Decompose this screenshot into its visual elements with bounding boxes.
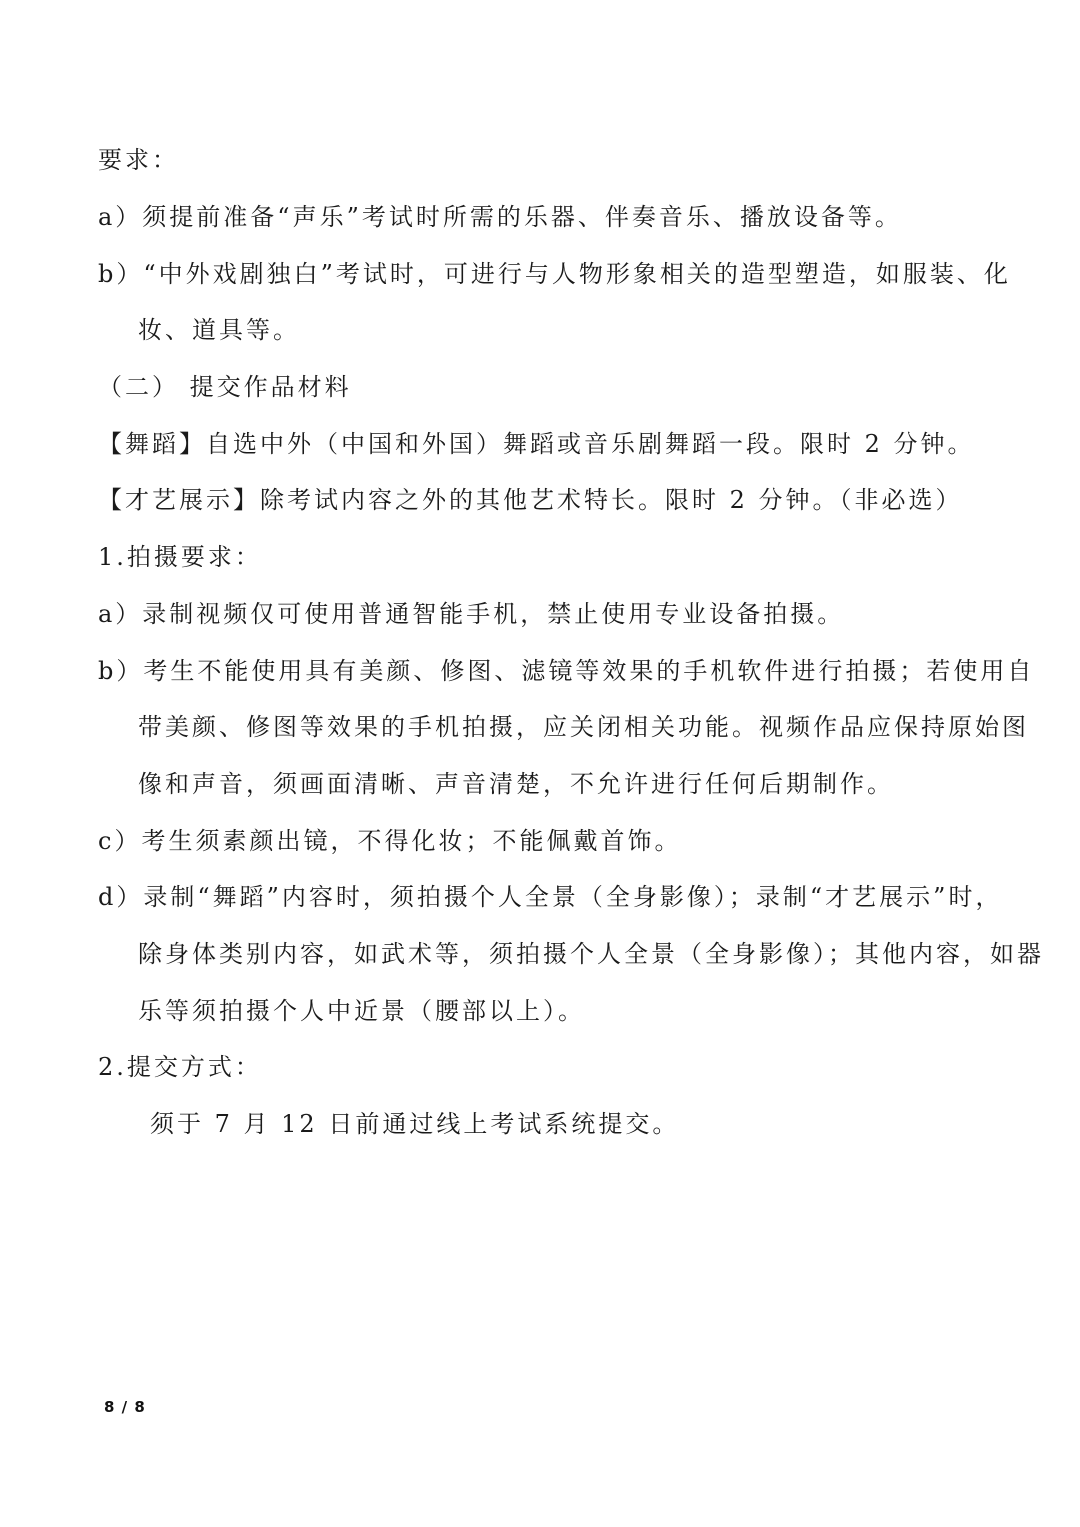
filming-item-b-continued-2: 像和声音，须画面清晰、声音清楚，不允许进行任何后期制作。 xyxy=(138,770,894,798)
filming-item-d-continued-2: 乐等须拍摄个人中近景（腰部以上）。 xyxy=(138,997,585,1025)
requirement-item-b: b）“中外戏剧独白”考试时，可进行与人物形象相关的造型塑造，如服装、化 xyxy=(98,260,1011,288)
filming-item-b-continued-1: 带美颜、修图等效果的手机拍摄，应关闭相关功能。视频作品应保持原始图 xyxy=(138,713,1029,741)
requirements-heading: 要求： xyxy=(98,146,179,174)
submission-deadline: 须于 7 月 12 日前通过线上考试系统提交。 xyxy=(150,1110,680,1138)
filming-item-c: c）考生须素颜出镜，不得化妆；不能佩戴首饰。 xyxy=(98,827,682,855)
talent-show-item: 【才艺展示】除考试内容之外的其他艺术特长。限时 2 分钟。（非必选） xyxy=(98,486,963,514)
page-number: 8 / 8 xyxy=(104,1398,146,1416)
submission-method-heading: 2.提交方式： xyxy=(98,1053,262,1081)
filming-item-d: d）录制“舞蹈”内容时，须拍摄个人全景（全身影像）；录制“才艺展示”时， xyxy=(98,883,1003,911)
filming-item-b: b）考生不能使用具有美颜、修图、滤镜等效果的手机软件进行拍摄；若使用自 xyxy=(98,657,1035,685)
requirement-item-a: a）须提前准备“声乐”考试时所需的乐器、伴奏音乐、播放设备等。 xyxy=(98,203,902,231)
filming-item-a: a）录制视频仅可使用普通智能手机，禁止使用专业设备拍摄。 xyxy=(98,600,845,628)
dance-item: 【舞蹈】自选中外（中国和外国）舞蹈或音乐剧舞蹈一段。限时 2 分钟。 xyxy=(98,430,975,458)
filming-requirements-heading: 1.拍摄要求： xyxy=(98,543,262,571)
section-heading-submit-works: （二） 提交作品材料 xyxy=(98,373,352,401)
filming-item-d-continued-1: 除身体类别内容，如武术等，须拍摄个人全景（全身影像）；其他内容，如器 xyxy=(138,940,1044,968)
requirement-item-b-continued: 妆、道具等。 xyxy=(138,316,300,344)
